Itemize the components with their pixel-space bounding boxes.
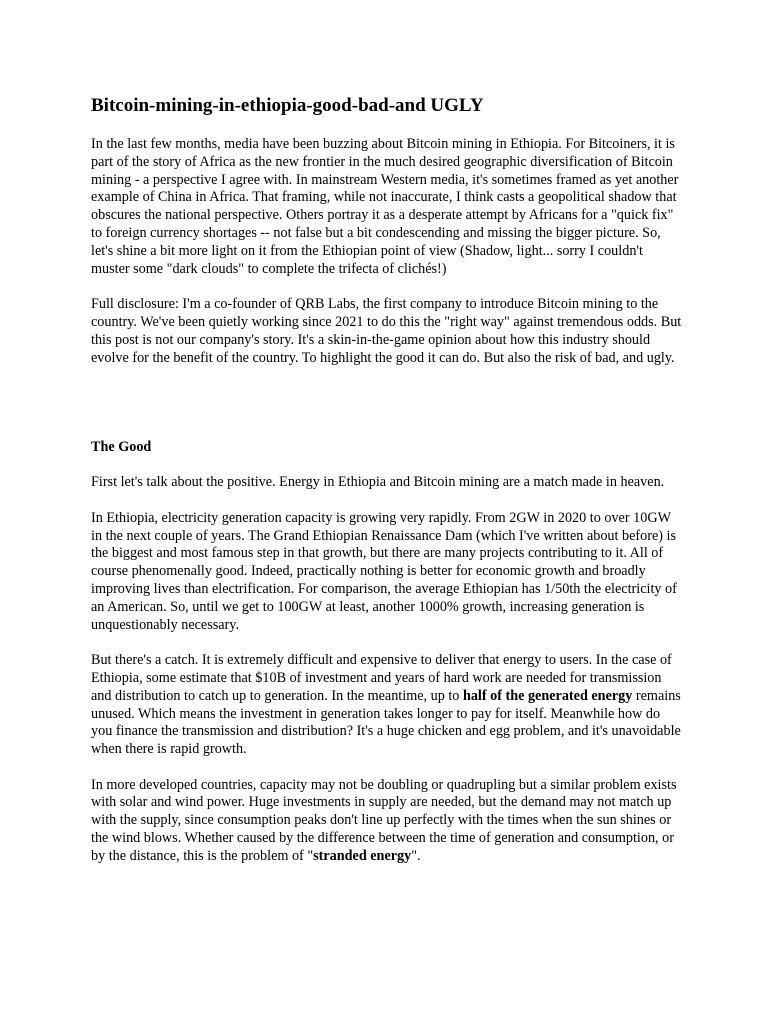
paragraph-positive: First let's talk about the positive. Energy in Ethiopia and Bitcoin mining are a match made in heaven. [91,474,665,491]
paragraph-stranded-energy [91,777,684,866]
paragraph-disclosure: Full disclosure: I'm a co-founder of QRB Labs, the first company to introduce Bitcoin mining to the country. We've been quietly working since 2021 to do this the "right way" against tremendous odds. But this post is not our company's story. It's a skin-in-the-game opinion about how this industry should evolve for the benefit of the country. To highlight the good it can do. But also the risk of bad, and ugly. [91,296,682,366]
paragraph-intro: In the last few months, media have been buzzing about Bitcoin mining in Ethiopia. For Bitcoiners, it is part of the story of Africa as the new frontier in the much desired geographic diversification of Bitcoin mining - a perspective I agree with. In mainstream Western media, it's sometimes framed as yet another example of China in Africa. That framing, while not inaccurate, I think casts a geopolitical shadow that obscures the national perspective. Others portray it as a desperate attempt by Africans for a "quick fix" to foreign currency shortages -- not false but a bit condescending and missing the bigger picture. So, let's shine a bit more light on it from the Ethiopian point of view (Shadow, light... sorry I couldn't muster some "dark clouds" to complete the trifecta of clichés!) [91,136,679,277]
section-heading-good: The Good [91,438,152,455]
document-title: Bitcoin-mining-in-ethiopia-good-bad-and UGLY [91,95,484,116]
document-body [91,136,684,883]
paragraph-generation-growth: In Ethiopia, electricity generation capacity is growing very rapidly. From 2GW in 2020 to over 10GW in the next couple of years. The Grand Ethiopian Renaissance Dam (which I've written about before) is the biggest and most famous step in that growth, but there are many projects contributing to it. All of course phenomenally good. Indeed, practically nothing is better for economic growth and broadly improving lives than electrification. For comparison, the average Ethiopian has 1/50th the electricity of an American. So, until we get to 100GW at least, another 1000% growth, increasing generation is unquestionably necessary. [91,509,677,633]
emphasis-stranded-energy: stranded energy [313,847,412,864]
emphasis-half-generated-energy: half of the generated energy [462,687,633,704]
paragraph-stranded-text-b: ". [411,847,421,864]
spacer [91,385,684,438]
paragraph-catch-text-a: But there's a catch. It is extremely difficult and expensive to deliver that energy to users. In the case of Ethiopia, some estimate that $10B of investment and years of hard work are needed for transmission and distribution to catch up to generation. In the meantime, up to [91,652,672,704]
paragraph-stranded-text-a: In more developed countries, capacity may not be doubling or quadrupling but a similar problem exists with solar and wind power. Huge investments in supply are needed, but the demand may not match up with the supply, since consumption peaks don't line up perfectly with the times when the sun shines or the wind blows. Whether caused by the difference between the time of generation and consumption, or by the distance, this is the problem of " [91,776,677,864]
paragraph-catch [91,652,684,759]
paragraph-catch-text-b: remains unused. Which means the investment in generation takes longer to pay for itself. Meanwhile how do you finance the transmission and distribution? It's a huge chicken and egg problem, and it's unavoidable when there is rapid growth. [91,687,681,758]
